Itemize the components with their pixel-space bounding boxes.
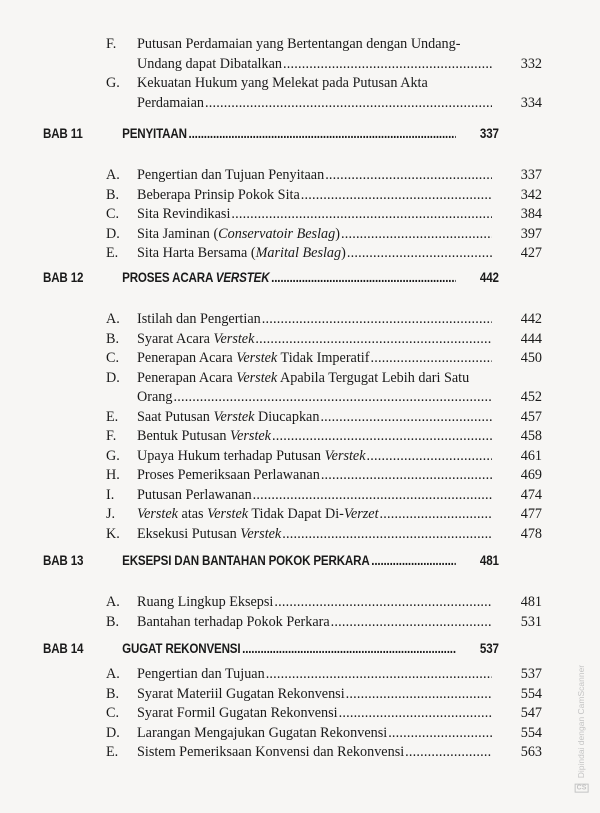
item-letter: H. [106, 467, 120, 483]
item-text: Pengertian dan Tujuan [137, 666, 265, 682]
item-text-part: Verzet [343, 506, 379, 522]
item-text-part: Verstek [236, 350, 278, 366]
item-letter: G. [106, 447, 120, 464]
item-text-part: Upaya Hukum terhadap Putusan [137, 447, 325, 464]
item-text [137, 369, 469, 389]
chapter-heading-bab-14 [43, 641, 499, 663]
item-letter: B. [106, 186, 120, 203]
item-page: 481 [520, 594, 542, 610]
item-page: 332 [520, 55, 542, 72]
dot-leader [173, 388, 492, 408]
chapter-title: EKSEPSI DAN BANTAHAN POKOK PERKARA [122, 553, 370, 568]
item-letter: E. [106, 408, 119, 425]
item-text-part: Verstek [213, 408, 255, 425]
item-letter: E. [106, 744, 119, 760]
dot-leader [253, 486, 492, 506]
item-letter: A. [106, 594, 120, 610]
item-page: 457 [520, 408, 542, 425]
camscanner-logo-icon: CS [576, 784, 586, 792]
item-text-part: Sita Harta Bersama ( [137, 245, 256, 261]
chapter-title: PENYITAAN [122, 126, 187, 141]
item-text-line1: Kekuatan Hukum yang Melekat pada Putusan Akta [137, 75, 428, 91]
item-text [137, 330, 254, 350]
item-page: 337 [520, 167, 542, 183]
item-letter: A. [106, 167, 120, 183]
item-text-part: Verstek [240, 525, 282, 542]
item-letter: K. [106, 525, 120, 542]
item-letter: A. [106, 311, 120, 327]
item-letter: A. [106, 666, 120, 682]
item-page: 531 [520, 613, 542, 630]
item-text-part: Penerapan Acara [137, 369, 237, 386]
dot-leader [341, 225, 492, 245]
item-text-part: Verstek [207, 506, 249, 522]
item-text-part: ) [341, 245, 346, 261]
dot-leader [301, 186, 492, 206]
dot-leader [331, 613, 492, 633]
item-text: Sita Revindikasi [137, 206, 231, 222]
chapter-heading-bab-13 [43, 553, 499, 575]
dot-leader [266, 665, 492, 685]
chapter-page: 537 [479, 641, 499, 656]
dot-leader [339, 704, 492, 724]
dot-leader [346, 685, 492, 705]
item-text-part: Tidak Dapat Di- [248, 506, 344, 522]
item-letter: B. [106, 685, 120, 702]
item-page: 427 [520, 245, 542, 261]
item-page: 469 [520, 467, 542, 483]
item-page: 452 [520, 389, 542, 405]
chapter-heading-bab-12 [43, 270, 499, 292]
item-page: 554 [520, 724, 542, 741]
dot-leader [274, 593, 492, 613]
item-text-part: Verstek [236, 369, 278, 386]
item-letter: G. [106, 75, 120, 91]
item-page: 461 [520, 447, 542, 464]
item-text [137, 447, 366, 467]
dot-leader [272, 427, 492, 447]
item-page: 444 [520, 330, 542, 347]
item-text: Beberapa Prinsip Pokok Sita [137, 186, 300, 203]
item-text [137, 349, 369, 369]
item-page: 477 [520, 506, 542, 522]
item-text-part: Verstek [230, 428, 271, 444]
chapter-page: 337 [479, 126, 499, 141]
item-text [137, 525, 281, 545]
item-page: 334 [520, 94, 542, 111]
item-letter: D. [106, 724, 120, 741]
item-text [137, 427, 271, 447]
item-text: Pengertian dan Tujuan Penyitaan [137, 167, 325, 183]
item-text: Sistem Pemeriksaan Konvensi dan Rekonvensi [137, 744, 405, 760]
dot-leader [255, 330, 492, 350]
item-text: Istilah dan Pengertian [137, 311, 261, 327]
item-text: Ruang Lingkup Eksepsi [137, 594, 274, 610]
item-page: 397 [520, 225, 542, 242]
dot-leader [405, 743, 492, 763]
item-text [137, 408, 319, 428]
item-page: 478 [520, 525, 542, 542]
item-page: 563 [520, 744, 542, 760]
item-page: 458 [520, 428, 542, 444]
item-page: 537 [520, 666, 542, 682]
dot-leader [347, 244, 492, 264]
chapter-title: GUGAT REKONVENSI [122, 641, 241, 656]
item-letter: J. [106, 506, 116, 522]
item-page: 342 [520, 186, 542, 203]
item-page: 384 [520, 206, 542, 222]
dot-leader [262, 310, 492, 330]
chapter-heading-bab-11 [43, 126, 499, 148]
item-text-part: Bentuk Putusan [137, 428, 231, 444]
item-letter: B. [106, 330, 120, 347]
chapter-page: 442 [479, 270, 499, 285]
chapter-number: BAB 11 [43, 126, 83, 141]
item-text-part: Sita Jaminan ( [137, 225, 219, 242]
chapter-page: 481 [479, 553, 499, 568]
item-text: Syarat Materiil Gugatan Rekonvensi [137, 685, 345, 702]
item-text-part: Verstek [137, 506, 178, 522]
chapter-number: BAB 13 [43, 553, 84, 568]
dot-leader [388, 724, 492, 744]
item-page: 474 [520, 486, 542, 503]
item-text-part: atas [177, 506, 208, 522]
item-text: Larangan Mengajukan Gugatan Rekonvensi [137, 724, 388, 741]
item-text-part: Diucapkan [254, 408, 320, 425]
item-letter: I. [106, 486, 115, 503]
dot-leader [370, 349, 492, 369]
item-text-part: Marital Beslag [255, 245, 342, 261]
item-text-part: Saat Putusan [137, 408, 214, 425]
item-text [137, 225, 340, 245]
item-text-part: Eksekusi Putusan [137, 525, 241, 542]
item-letter: F. [106, 428, 117, 444]
dot-leader [282, 525, 492, 545]
dot-leader [380, 505, 492, 525]
item-text-part: Apabila Tergugat Lebih dari Satu [277, 369, 470, 386]
chapter-number: BAB 12 [43, 270, 84, 285]
item-text-part: ) [335, 225, 340, 242]
item-letter: C. [106, 206, 120, 222]
camscanner-watermark [576, 665, 586, 795]
item-text: Proses Pemeriksaan Perlawanan [137, 467, 320, 483]
item-letter: B. [106, 613, 120, 630]
dot-leader [320, 408, 492, 428]
item-text-line1: Putusan Perdamaian yang Bertentangan dengan Undang- [137, 36, 461, 52]
item-text-line2: Undang dapat Dibatalkan [137, 55, 282, 72]
item-text-line2: Orang [137, 389, 173, 405]
item-text: Bantahan terhadap Pokok Perkara [137, 613, 330, 630]
item-text-line2: Perdamaian [137, 94, 204, 111]
dot-leader [325, 166, 492, 186]
chapter-title [122, 270, 269, 285]
chapter-title-text: PROSES ACARA [122, 270, 216, 285]
item-text: Putusan Perlawanan [137, 486, 252, 503]
dot-leader [367, 447, 492, 467]
item-text-part: Conservatoir Beslag [218, 225, 336, 242]
item-page: 554 [520, 685, 542, 702]
chapter-title-italic: VERSTEK [215, 270, 270, 285]
dot-leader [321, 466, 492, 486]
item-letter: C. [106, 705, 120, 721]
item-letter: D. [106, 369, 120, 386]
item-text-part: Verstek [213, 330, 255, 347]
item-text: Syarat Formil Gugatan Rekonvensi [137, 705, 338, 721]
item-letter: F. [106, 36, 117, 52]
item-letter: E. [106, 245, 119, 261]
item-text [137, 505, 379, 525]
item-text-part: Verstek [324, 447, 366, 464]
chapter-number: BAB 14 [43, 641, 84, 656]
item-letter: D. [106, 225, 120, 242]
item-text [137, 244, 346, 264]
item-text-part: Tidak Imperatif [277, 350, 370, 366]
item-letter: C. [106, 350, 120, 366]
watermark-text: Dipindai dengan CamScanner [576, 664, 586, 779]
item-text-part: Syarat Acara [137, 330, 214, 347]
item-text-part: Penerapan Acara [137, 350, 237, 366]
item-page: 442 [520, 311, 542, 327]
item-page: 547 [520, 705, 542, 721]
dot-leader [231, 205, 492, 225]
item-page: 450 [520, 350, 542, 366]
